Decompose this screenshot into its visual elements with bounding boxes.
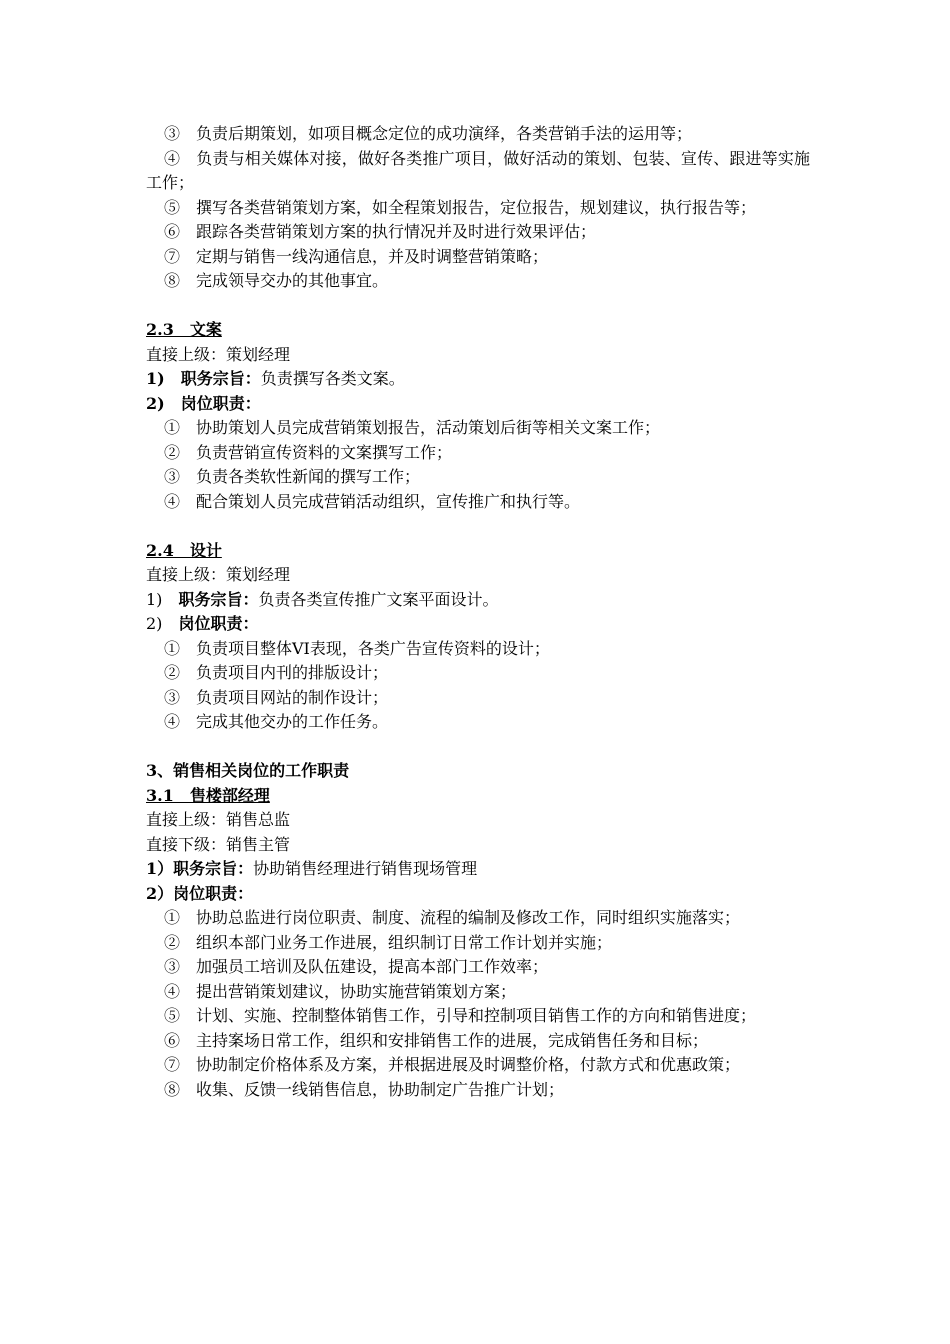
job-purpose-text: 协助销售经理进行销售现场管理 — [253, 859, 478, 878]
section-heading-2-4: 2.4 设计 — [146, 540, 222, 560]
spacer — [146, 735, 810, 760]
list-item: ④ 配合策划人员完成营销活动组织，宣传推广和执行等。 — [164, 491, 581, 511]
section-heading-3-1: 3.1 售楼部经理 — [146, 785, 270, 805]
direct-superior: 直接上级：策划经理 — [146, 565, 291, 584]
list-item: ⑤ 撰写各类营销策划方案，如全程策划报告，定位报告，规划建议，执行报告等； — [164, 197, 757, 217]
job-duties-label: 2）岗位职责： — [146, 883, 254, 903]
list-item: ⑥ 主持案场日常工作，组织和安排销售工作的进展，完成销售任务和目标； — [164, 1030, 709, 1050]
job-purpose-label: 1) 职务宗旨： — [146, 369, 261, 388]
list-item: ② 负责项目内刊的排版设计； — [164, 663, 389, 682]
job-purpose-text: 负责撰写各类文案。 — [260, 369, 405, 388]
spacer — [146, 294, 810, 319]
list-item: ① 协助策划人员完成营销策划报告，活动策划后街等相关文案工作； — [164, 418, 661, 437]
list-item: ⑦ 协助制定价格体系及方案，并根据进展及时调整价格，付款方式和优惠政策； — [164, 1055, 741, 1074]
job-purpose — [146, 367, 810, 392]
job-purpose-label: 职务宗旨： — [178, 589, 259, 609]
job-duties-num: 2) — [146, 614, 179, 633]
section-heading-3: 3、销售相关岗位的工作职责 — [146, 761, 350, 780]
job-purpose — [146, 857, 810, 882]
list-item: ③ 负责各类软性新闻的撰写工作； — [164, 467, 421, 486]
list-item: ⑥ 跟踪各类营销策划方案的执行情况并及时进行效果评估； — [164, 222, 597, 241]
job-duties-label: 岗位职责： — [178, 614, 259, 633]
job-purpose — [146, 588, 810, 613]
list-item: ⑧ 完成领导交办的其他事宜。 — [164, 271, 389, 290]
list-item: ③ 加强员工培训及队伍建设，提高本部门工作效率； — [164, 957, 549, 976]
list-item: ⑦ 定期与销售一线沟通信息，并及时调整营销策略； — [164, 246, 549, 266]
direct-superior: 直接上级：销售总监 — [146, 810, 291, 829]
list-item: ⑧ 收集、反馈一线销售信息，协助制定广告推广计划； — [164, 1079, 565, 1099]
list-item: ① 负责项目整体VI表现，各类广告宣传资料的设计； — [164, 638, 550, 658]
direct-superior: 直接上级：策划经理 — [146, 344, 291, 364]
job-purpose-num: 1) — [146, 589, 179, 609]
list-item: ③ 负责项目网站的制作设计； — [164, 687, 389, 707]
section-heading-2-3: 2.3 文案 — [146, 320, 222, 339]
list-item: ② 组织本部门业务工作进展，组织制订日常工作计划并实施； — [164, 932, 613, 952]
job-duties — [146, 612, 810, 637]
list-item: ④ 完成其他交办的工作任务。 — [164, 712, 389, 731]
list-item: ⑤ 计划、实施、控制整体销售工作，引导和控制项目销售工作的方向和销售进度； — [164, 1006, 757, 1025]
direct-subordinate: 直接下级：销售主管 — [146, 834, 291, 854]
job-duties-label: 2) 岗位职责： — [146, 393, 261, 413]
document-body — [146, 122, 810, 1102]
list-item: ④ 提出营销策划建议，协助实施营销策划方案； — [164, 981, 517, 1001]
job-purpose-text: 负责各类宣传推广文案平面设计。 — [258, 589, 499, 609]
list-item: ③ 负责后期策划，如项目概念定位的成功演绎，各类营销手法的运用等； — [164, 124, 693, 143]
list-item: ① 协助总监进行岗位职责、制度、流程的编制及修改工作，同时组织实施落实； — [164, 908, 741, 927]
spacer — [146, 514, 810, 539]
list-item: ④ 负责与相关媒体对接，做好各类推广项目，做好活动的策划、包装、宣传、跟进等实施工作； — [146, 148, 810, 192]
list-item: ② 负责营销宣传资料的文案撰写工作； — [164, 442, 453, 462]
job-purpose-label: 1）职务宗旨： — [146, 859, 254, 878]
